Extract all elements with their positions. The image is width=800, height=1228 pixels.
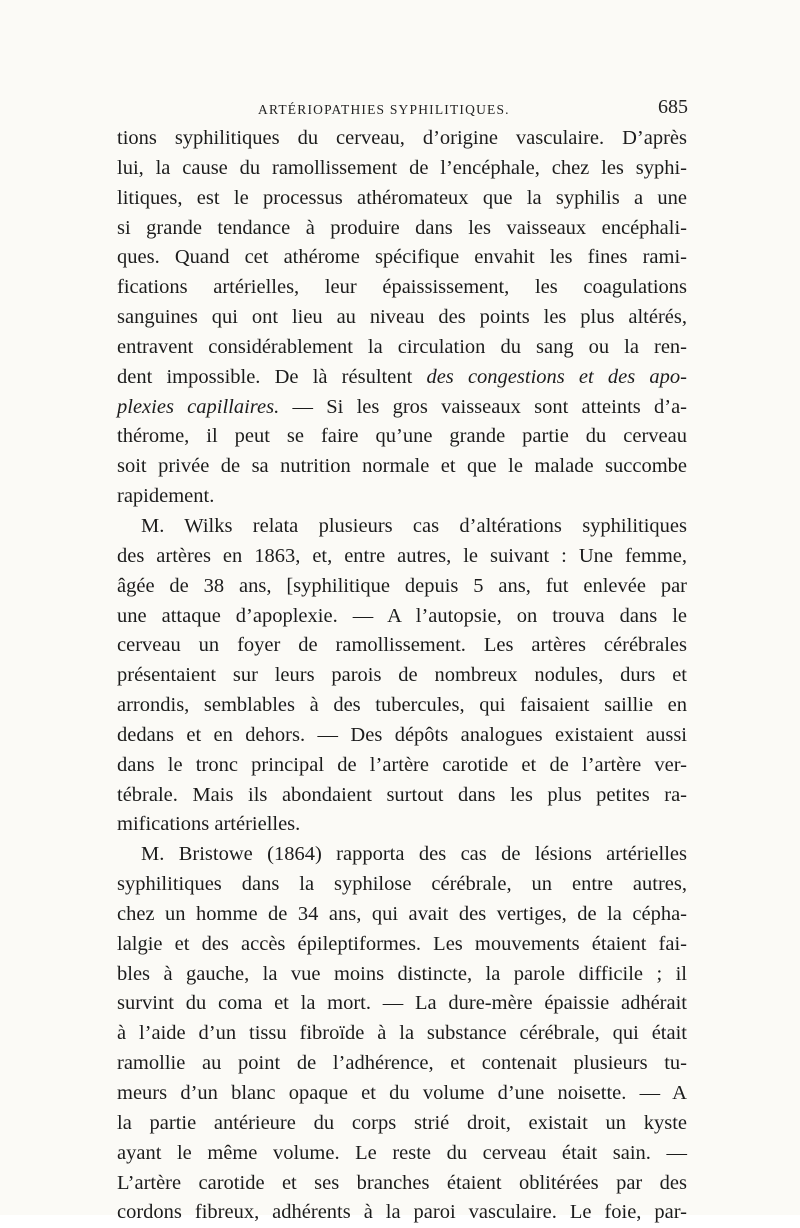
text-line: bles à gauche, la vue moins distincte, la parole difficile ; il <box>117 962 687 985</box>
text-line: rapidement. <box>117 485 215 508</box>
text-line: à l’aide d’un tissu fibroïde à la substance cérébrale, qui était <box>117 1022 687 1045</box>
text-line: dans le tronc principal de l’artère carotide et de l’artère ver- <box>117 753 687 776</box>
text-line: litiques, est le processus athéromateux que la syphilis a une <box>117 186 687 209</box>
text-line: une attaque d’apoplexie. — A l’autopsie, on trouva dans le <box>117 604 687 627</box>
running-title: ARTÉRIOPATHIES SYPHILITIQUES. <box>258 102 510 117</box>
text-line: la partie antérieure du corps strié droit, existait un kyste <box>117 1111 687 1134</box>
text-line: sanguines qui ont lieu au niveau des points les plus altérés, <box>117 306 687 329</box>
text-line: chez un homme de 34 ans, qui avait des vertiges, de la cépha- <box>117 902 687 925</box>
text-line: mifications artérielles. <box>117 813 301 836</box>
text-line: survint du coma et la mort. — La dure-mère épaissie adhérait <box>117 992 687 1015</box>
page-number: 685 <box>658 96 688 118</box>
text-line-mixed <box>117 363 687 393</box>
text-line: fications artérielles, leur épaississement, les coagulations <box>117 276 687 299</box>
paragraph-start: M. Bristowe (1864) rapporta des cas de lésions artérielles <box>141 843 687 866</box>
text-line: ayant le même volume. Le reste du cerveau était sain. — <box>117 1141 687 1164</box>
text-line: des artères en 1863, et, entre autres, le suivant : Une femme, <box>117 544 687 567</box>
text-line: cerveau un foyer de ramollissement. Les artères cérébrales <box>117 634 687 657</box>
text-line: syphilitiques dans la syphilose cérébrale, un entre autres, <box>117 873 687 896</box>
text-line: arrondis, semblables à des tubercules, qui faisaient saillie en <box>117 694 687 717</box>
text-line: meurs d’un blanc opaque et du volume d’une noisette. — A <box>117 1082 687 1104</box>
text-line: dedans et en dehors. — Des dépôts analogues existaient aussi <box>117 723 687 746</box>
text-line: ques. Quand cet athérome spécifique envahit les fines rami- <box>117 246 687 269</box>
italic-segment: des congestions et des apo- <box>426 365 687 388</box>
text-line: entravent considérablement la circulation du sang ou la ren- <box>117 335 687 358</box>
text-line: si grande tendance à produire dans les vaisseaux encéphali- <box>117 216 687 239</box>
text-line: tions syphilitiques du cerveau, d’origine vasculaire. D’après <box>117 127 687 149</box>
text-segment: dent impossible. De là résultent <box>117 365 413 388</box>
text-line: présentaient sur leurs parois de nombreux nodules, durs et <box>117 664 687 687</box>
text-line: thérome, il peut se faire qu’une grande partie du cerveau <box>117 425 687 448</box>
paragraph-start: M. Wilks relata plusieurs cas d’altérations syphilitiques <box>141 514 687 537</box>
body-text <box>117 124 687 1228</box>
text-line: lalgie et des accès épileptiformes. Les mouvements étaient fai- <box>117 932 687 955</box>
page-header <box>118 96 688 126</box>
italic-segment: plexies capillaires. <box>117 395 280 418</box>
text-line: tébrale. Mais ils abondaient surtout dans les plus petites ra- <box>117 783 687 806</box>
text-line: L’artère carotide et ses branches étaient oblitérées par des <box>117 1171 687 1194</box>
text-line: âgée de 38 ans, [syphilitique depuis 5 ans, fut enlevée par <box>117 574 687 597</box>
text-line: soit privée de sa nutrition normale et que le malade succombe <box>117 455 687 478</box>
text-line: ramollie au point de l’adhérence, et contenait plusieurs tu- <box>117 1052 687 1075</box>
text-line-mixed <box>117 393 687 423</box>
text-segment: — Si les gros vaisseaux sont atteints d’a- <box>292 395 688 418</box>
text-line: cordons fibreux, adhérents à la paroi vasculaire. Le foie, par- <box>117 1201 687 1224</box>
text-line: lui, la cause du ramollissement de l’encéphale, chez les syphi- <box>117 156 687 179</box>
